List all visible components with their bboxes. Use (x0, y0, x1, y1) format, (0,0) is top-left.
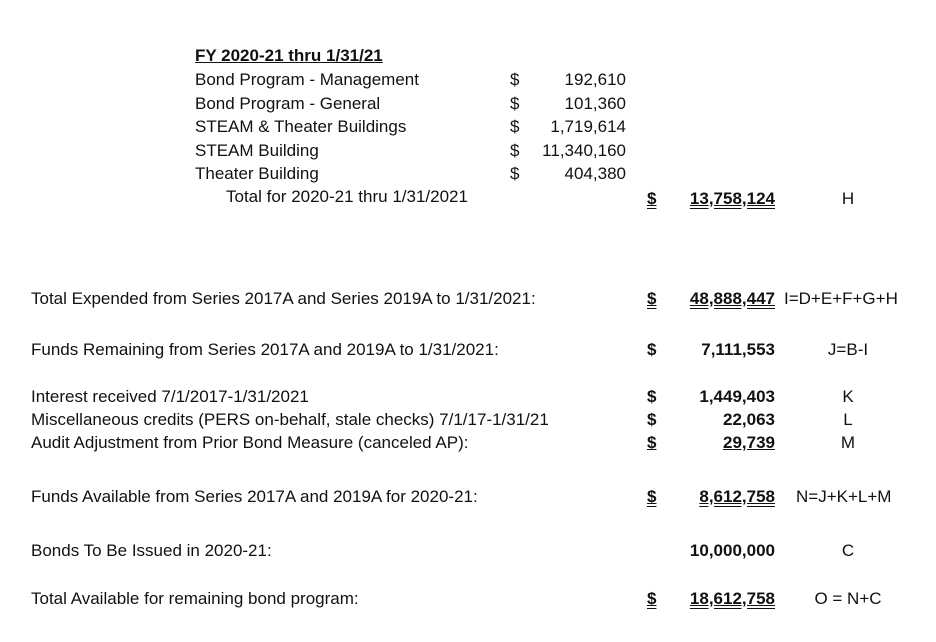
funds-available-currency: $ (647, 487, 657, 506)
fy-heading: FY 2020-21 thru 1/31/21 (195, 46, 383, 65)
fy-item-label: STEAM & Theater Buildings (195, 117, 407, 136)
interest-code: K (842, 387, 854, 406)
funds-available-amount: 8,612,758 (699, 487, 775, 506)
bonds-to-issue-amount: 10,000,000 (689, 541, 775, 560)
total-expended-code: I=D+E+F+G+H (784, 289, 898, 308)
misc-credits-code: L (843, 410, 853, 429)
total-expended-label: Total Expended from Series 2017A and Series 2019A to 1/31/2021: (31, 289, 536, 308)
total-available-amount: 18,612,758 (689, 589, 775, 608)
funds-available-code: N=J+K+L+M (796, 487, 892, 506)
funds-remaining-currency: $ (647, 340, 657, 359)
interest-amount: 1,449,403 (699, 387, 775, 406)
fy-item-label: Bond Program - General (195, 94, 381, 113)
funds-remaining-label: Funds Remaining from Series 2017A and 2019A to 1/31/2021: (31, 340, 499, 359)
fy-item-amount: 101,360 (564, 94, 626, 113)
misc-credits-label: Miscellaneous credits (PERS on-behalf, stale checks) 7/1/17-1/31/21 (31, 410, 549, 429)
total-expended-amount: 48,888,447 (689, 289, 775, 308)
fy-item-amount: 192,610 (564, 70, 626, 89)
total-available-currency: $ (647, 589, 657, 608)
misc-credits-amount: 22,063 (723, 410, 775, 429)
fy-item-currency: $ (510, 164, 520, 183)
funds-remaining-amount: 7,111,553 (701, 340, 775, 359)
total-available-label: Total Available for remaining bond program: (31, 589, 359, 608)
fy-total-label: Total for 2020-21 thru 1/31/2021 (226, 187, 468, 206)
fy-total-amount: 13,758,124 (689, 189, 775, 208)
misc-credits-currency: $ (647, 410, 657, 429)
fy-item-currency: $ (510, 141, 520, 160)
fy-total-currency: $ (647, 189, 657, 208)
total-available-code: O = N+C (814, 589, 882, 608)
funds-remaining-code: J=B-I (827, 340, 869, 359)
fy-item-label: Bond Program - Management (195, 70, 419, 89)
audit-adjustment-label: Audit Adjustment from Prior Bond Measure (canceled AP): (31, 433, 469, 452)
bonds-to-issue-code: C (841, 541, 855, 560)
interest-label: Interest received 7/1/2017-1/31/2021 (31, 387, 309, 406)
fy-item-amount: 11,340,160 (542, 141, 626, 160)
interest-currency: $ (647, 387, 657, 406)
fy-item-currency: $ (510, 94, 520, 113)
audit-adjustment-currency: $ (647, 433, 657, 452)
fy-item-label: STEAM Building (195, 141, 319, 160)
fy-item-currency: $ (510, 70, 520, 89)
total-expended-currency: $ (647, 289, 657, 308)
audit-adjustment-amount: 29,739 (723, 433, 775, 452)
fy-item-amount: 404,380 (564, 164, 626, 183)
fy-item-label: Theater Building (195, 164, 319, 183)
bonds-to-issue-label: Bonds To Be Issued in 2020-21: (31, 541, 272, 560)
fy-item-amount: 1,719,614 (550, 117, 626, 136)
funds-available-label: Funds Available from Series 2017A and 2019A for 2020-21: (31, 487, 478, 506)
fy-item-currency: $ (510, 117, 520, 136)
fy-total-code: H (841, 189, 855, 208)
audit-adjustment-code: M (840, 433, 856, 452)
